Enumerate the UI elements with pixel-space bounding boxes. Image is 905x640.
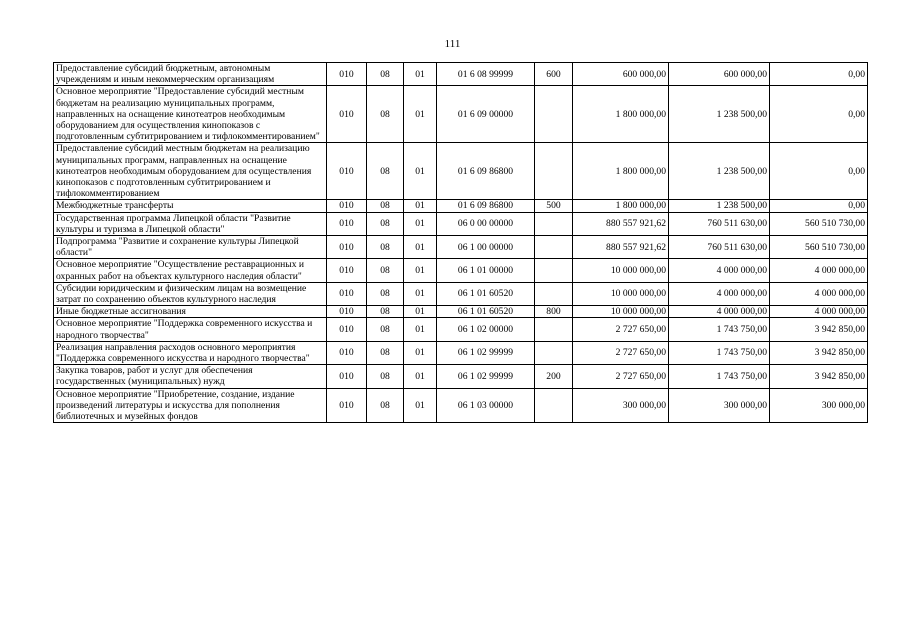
amount-year-2: 1 743 750,00 [669,318,770,341]
amount-year-3: 300 000,00 [770,388,868,423]
section-code: 08 [367,212,404,235]
ministry-code: 010 [327,63,367,86]
table-row [54,212,868,235]
amount-year-3: 4 000 000,00 [770,306,868,318]
amount-year-2: 1 238 500,00 [669,200,770,212]
subsection-code: 01 [404,259,437,282]
amount-year-3: 3 942 850,00 [770,365,868,388]
ministry-code: 010 [327,306,367,318]
target-article: 06 1 03 00000 [437,388,535,423]
amount-year-2: 4 000 000,00 [669,306,770,318]
amount-year-3: 560 510 730,00 [770,236,868,259]
table-row [54,341,868,364]
item-name: Реализация направления расходов основного мероприятия "Поддержка современного искусства и народного творчества" [54,341,327,364]
section-code: 08 [367,236,404,259]
subsection-code: 01 [404,341,437,364]
table-row [54,282,868,305]
amount-year-2: 760 511 630,00 [669,236,770,259]
subsection-code: 01 [404,236,437,259]
ministry-code: 010 [327,259,367,282]
amount-year-1: 880 557 921,62 [573,212,669,235]
amount-year-3: 560 510 730,00 [770,212,868,235]
amount-year-3: 4 000 000,00 [770,259,868,282]
target-article: 06 1 01 00000 [437,259,535,282]
expense-type: 800 [535,306,573,318]
amount-year-1: 600 000,00 [573,63,669,86]
amount-year-2: 600 000,00 [669,63,770,86]
table-row [54,236,868,259]
amount-year-1: 1 800 000,00 [573,200,669,212]
expense-type: 500 [535,200,573,212]
ministry-code: 010 [327,86,367,143]
ministry-code: 010 [327,200,367,212]
target-article: 06 1 02 99999 [437,341,535,364]
section-code: 08 [367,318,404,341]
amount-year-1: 2 727 650,00 [573,365,669,388]
amount-year-2: 1 238 500,00 [669,86,770,143]
amount-year-3: 0,00 [770,63,868,86]
ministry-code: 010 [327,388,367,423]
table-row [54,388,868,423]
amount-year-2: 1 238 500,00 [669,143,770,200]
amount-year-1: 10 000 000,00 [573,282,669,305]
expense-type [535,143,573,200]
expense-type [535,318,573,341]
amount-year-2: 1 743 750,00 [669,365,770,388]
ministry-code: 010 [327,282,367,305]
table-row [54,259,868,282]
amount-year-3: 3 942 850,00 [770,341,868,364]
ministry-code: 010 [327,212,367,235]
table-row [54,63,868,86]
subsection-code: 01 [404,318,437,341]
amount-year-3: 0,00 [770,143,868,200]
target-article: 06 0 00 00000 [437,212,535,235]
ministry-code: 010 [327,365,367,388]
subsection-code: 01 [404,63,437,86]
table-row [54,318,868,341]
subsection-code: 01 [404,200,437,212]
table-row [54,200,868,212]
expense-type [535,86,573,143]
target-article: 06 1 01 60520 [437,282,535,305]
amount-year-2: 760 511 630,00 [669,212,770,235]
item-name: Межбюджетные трансферты [54,200,327,212]
amount-year-3: 4 000 000,00 [770,282,868,305]
target-article: 01 6 09 86800 [437,143,535,200]
section-code: 08 [367,86,404,143]
section-code: 08 [367,259,404,282]
item-name: Подпрограмма "Развитие и сохранение культуры Липецкой области" [54,236,327,259]
amount-year-3: 3 942 850,00 [770,318,868,341]
amount-year-2: 4 000 000,00 [669,259,770,282]
item-name: Предоставление субсидий местным бюджетам на реализацию муниципальных программ, направленных на оснащение кинотеатров необходимым оборудованием для осуществления кинопоказов с подготовленным субтитрированием и тифлокомментированием [54,143,327,200]
subsection-code: 01 [404,306,437,318]
expense-type: 200 [535,365,573,388]
item-name: Иные бюджетные ассигнования [54,306,327,318]
subsection-code: 01 [404,86,437,143]
section-code: 08 [367,341,404,364]
expense-type [535,259,573,282]
target-article: 01 6 09 86800 [437,200,535,212]
expense-type [535,282,573,305]
expense-type [535,341,573,364]
amount-year-1: 10 000 000,00 [573,306,669,318]
amount-year-1: 1 800 000,00 [573,86,669,143]
subsection-code: 01 [404,282,437,305]
amount-year-1: 10 000 000,00 [573,259,669,282]
section-code: 08 [367,365,404,388]
item-name: Основное мероприятие "Приобретение, создание, издание произведений литературы и искусства для пополнения библиотечных и музейных фондов [54,388,327,423]
amount-year-3: 0,00 [770,86,868,143]
amount-year-1: 2 727 650,00 [573,318,669,341]
section-code: 08 [367,282,404,305]
section-code: 08 [367,143,404,200]
target-article: 06 1 02 99999 [437,365,535,388]
ministry-code: 010 [327,236,367,259]
table-row [54,143,868,200]
page-number: 111 [444,38,461,50]
amount-year-1: 300 000,00 [573,388,669,423]
amount-year-2: 1 743 750,00 [669,341,770,364]
subsection-code: 01 [404,143,437,200]
budget-table [53,62,868,423]
section-code: 08 [367,63,404,86]
table-row [54,86,868,143]
amount-year-2: 300 000,00 [669,388,770,423]
ministry-code: 010 [327,143,367,200]
item-name: Основное мероприятие "Осуществление реставрационных и охранных работ на объектах культурного наследия области" [54,259,327,282]
item-name: Государственная программа Липецкой области "Развитие культуры и туризма в Липецкой области" [54,212,327,235]
item-name: Субсидии юридическим и физическим лицам на возмещение затрат по сохранению объектов культурного наследия [54,282,327,305]
section-code: 08 [367,200,404,212]
amount-year-1: 1 800 000,00 [573,143,669,200]
item-name: Основное мероприятие "Поддержка современного искусства и народного творчества" [54,318,327,341]
item-name: Закупка товаров, работ и услуг для обеспечения государственных (муниципальных) нужд [54,365,327,388]
expense-type [535,388,573,423]
subsection-code: 01 [404,365,437,388]
amount-year-2: 4 000 000,00 [669,282,770,305]
item-name: Предоставление субсидий бюджетным, автономным учреждениям и иным некоммерческим организациям [54,63,327,86]
ministry-code: 010 [327,341,367,364]
expense-type [535,236,573,259]
table-row [54,306,868,318]
target-article: 01 6 09 00000 [437,86,535,143]
target-article: 06 1 00 00000 [437,236,535,259]
target-article: 06 1 02 00000 [437,318,535,341]
table-row [54,365,868,388]
subsection-code: 01 [404,212,437,235]
expense-type [535,212,573,235]
target-article: 01 6 08 99999 [437,63,535,86]
subsection-code: 01 [404,388,437,423]
ministry-code: 010 [327,318,367,341]
target-article: 06 1 01 60520 [437,306,535,318]
amount-year-1: 2 727 650,00 [573,341,669,364]
section-code: 08 [367,306,404,318]
item-name: Основное мероприятие "Предоставление субсидий местным бюджетам на реализацию муниципальных программ, направленных на оснащение кинотеатров необходимым оборудованием для осуществления кинопоказов с подготовленным субтитрированием и тифлокомментированием" [54,86,327,143]
section-code: 08 [367,388,404,423]
amount-year-3: 0,00 [770,200,868,212]
amount-year-1: 880 557 921,62 [573,236,669,259]
expense-type: 600 [535,63,573,86]
